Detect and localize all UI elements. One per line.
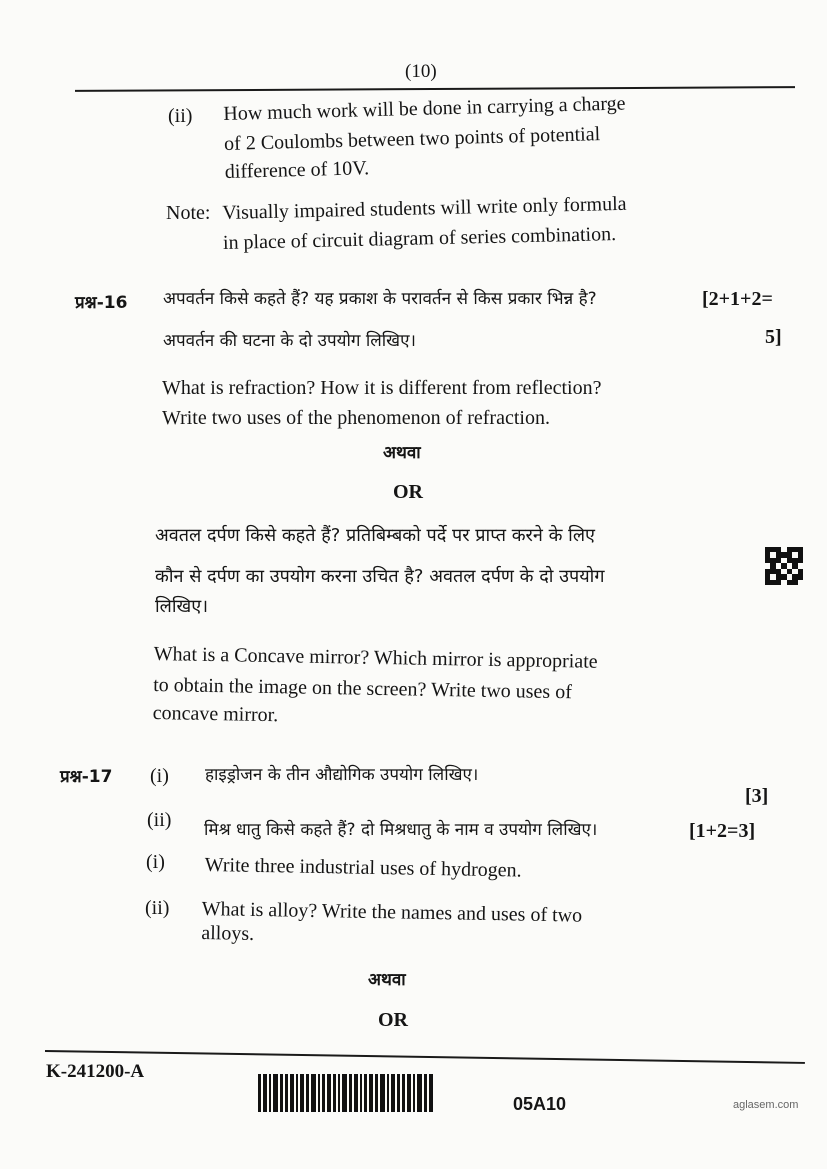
q17-part2-number: (ii)	[147, 809, 172, 831]
q16-label: प्रश्न-16	[75, 293, 128, 313]
q16-or-english: OR	[393, 481, 423, 503]
barcode	[258, 1074, 433, 1112]
page-number: (10)	[405, 61, 437, 82]
q17-english-2-line: alloys.	[201, 921, 255, 945]
note-text	[222, 190, 628, 257]
q17-english-2-number: (ii)	[145, 897, 170, 919]
footer-rule	[45, 1050, 805, 1064]
header-rule	[75, 86, 795, 92]
barcode-code: 05A10	[513, 1094, 567, 1114]
q16-or-hindi: अथवा	[383, 443, 421, 463]
q15-part2-line: difference of 10V.	[224, 157, 370, 183]
q16-alt-hindi-line-3: लिखिए।	[155, 596, 209, 617]
q15-part2-line: of 2 Coulombs between two points of potential	[223, 123, 601, 155]
q16-alt-hindi-line-1: अवतल दर्पण किसे कहते हैं? प्रतिबिम्बको पर्दे पर प्राप्त करने के लिए	[155, 525, 595, 546]
q17-or-english: OR	[378, 1009, 408, 1031]
q16-marks-total: 5]	[765, 326, 782, 348]
q16-alt-english-line: to obtain the image on the screen? Write two uses of	[153, 673, 573, 704]
q17-label: प्रश्न-17	[60, 767, 113, 787]
q16-alt-english	[152, 640, 597, 735]
q16-alt-english-line: What is a Concave mirror? Which mirror is appropriate	[153, 642, 598, 673]
q17-english-1-number: (i)	[146, 851, 165, 873]
q16-alt-hindi-line-2: कौन से दर्पण का उपयोग करना उचित है? अवतल दर्पण के दो उपयोग	[155, 566, 605, 587]
q17-english-2-line: What is alloy? Write the names and uses of two	[201, 897, 583, 927]
q16-alt-english-line: concave mirror.	[152, 701, 279, 727]
watermark: aglasem.com	[733, 1099, 799, 1111]
q15-part2-line: How much work will be done in carrying a charge	[223, 92, 626, 125]
q15-part2-number: (ii)	[168, 105, 193, 127]
q17-part1-number: (i)	[150, 765, 169, 787]
q16-english-line-1: What is refraction? How it is different from reflection?	[162, 377, 602, 399]
q17-part2-hindi: मिश्र धातु किसे कहते हैं? दो मिश्रधातु के नाम व उपयोग लिखिए।	[204, 820, 598, 840]
q17-english-1: Write three industrial uses of hydrogen.	[204, 853, 522, 882]
note-line: Visually impaired students will write only formula	[222, 192, 627, 224]
q17-or-hindi: अथवा	[368, 970, 406, 990]
q16-hindi-line-1: अपवर्तन किसे कहते हैं? यह प्रकाश के परावर्तन से किस प्रकार भिन्न है?	[163, 289, 597, 309]
q17-part2-marks: [1+2=3]	[689, 820, 756, 842]
q16-marks: [2+1+2=	[702, 288, 773, 310]
q17-part1-marks: [3]	[745, 785, 769, 807]
q17-part1-hindi: हाइड्रोजन के तीन औद्योगिक उपयोग लिखिए।	[205, 765, 479, 785]
q15-part2-text	[223, 89, 627, 186]
note-label: Note:	[166, 202, 211, 224]
q17-english-2	[201, 895, 582, 954]
paper-code: K-241200-A	[46, 1061, 145, 1082]
q16-english-line-2: Write two uses of the phenomenon of refraction.	[162, 407, 550, 429]
qr-code-icon	[765, 547, 803, 585]
note-line: in place of circuit diagram of series combination.	[222, 223, 617, 254]
q16-hindi-line-2: अपवर्तन की घटना के दो उपयोग लिखिए।	[163, 331, 416, 351]
